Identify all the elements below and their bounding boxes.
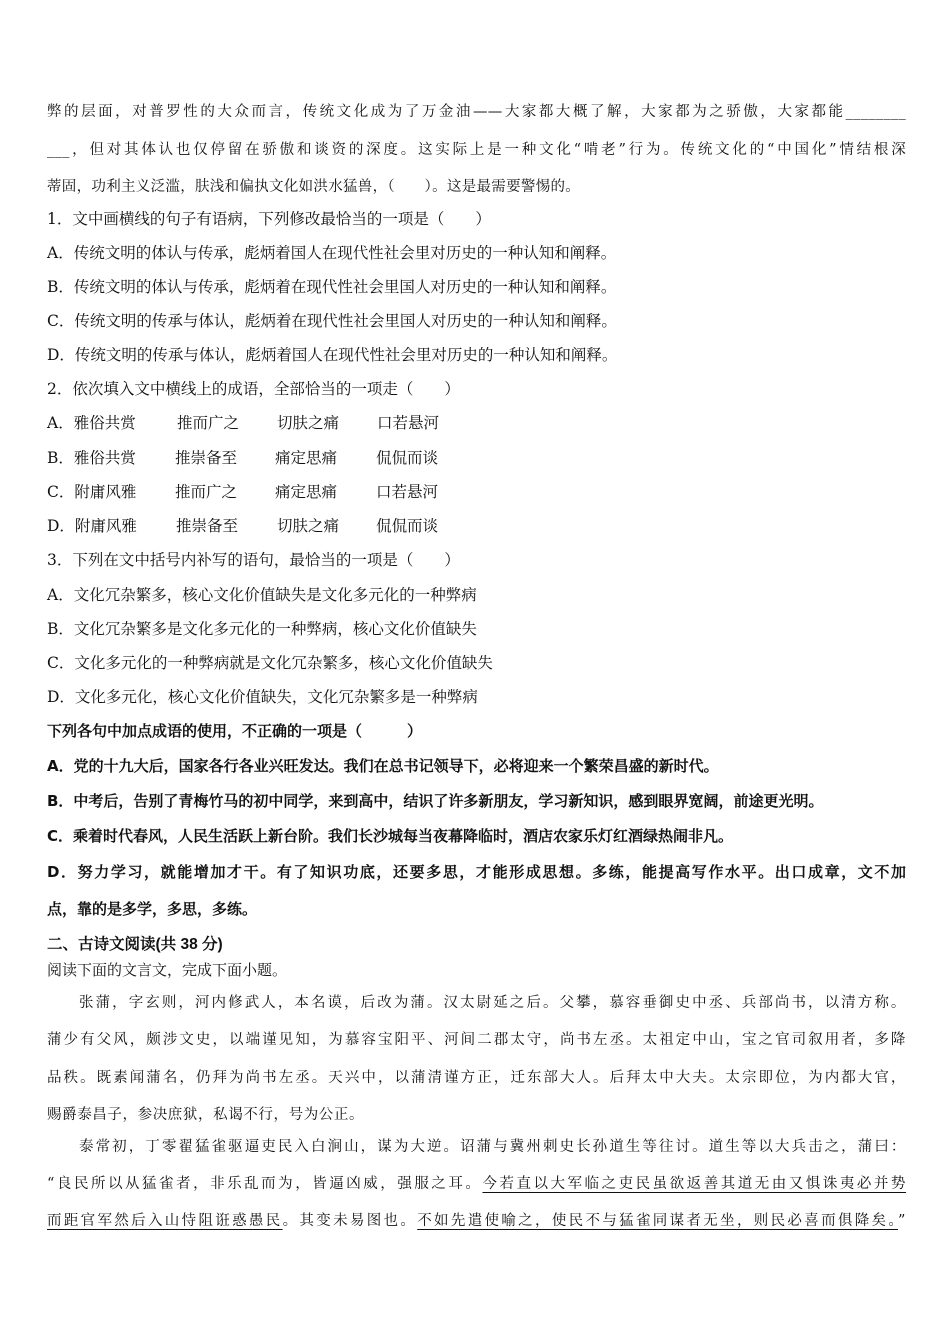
wenyan-p2-line-3-plain: 。其变未易图也。 [282, 1213, 418, 1229]
q1-option-d: D．传统文明的传承与体认，彪炳着国人在现代性社会里对历史的一种认知和阐释。 [47, 346, 618, 364]
q1-option-b: B．传统文明的体认与传承，彪炳着在现代性社会里国人对历史的一种认知和阐释。 [47, 278, 617, 296]
q2-d-idiom-1: D．附庸风雅 [47, 517, 137, 535]
q2-stem: 2．依次填入文中横线上的成语，全部恰当的一项走（ ） [47, 380, 460, 398]
q3-option-c: C．文化多元化的一种弊病就是文化冗杂繁多，核心文化价值缺失 [47, 654, 493, 672]
q2-b-idiom-2: 推崇备至 [175, 449, 238, 467]
wenyan-p1-line-2: 蒲少有父风，颇涉文史，以端谨见知，为慕容宝阳平、河间二郡太守，尚书左丞。太祖定中山，宝之官司叙用者，多降 [47, 1032, 906, 1048]
q1-option-a: A．传统文明的体认与传承，彪炳着国人在现代性社会里对历史的一种认知和阐释。 [47, 244, 617, 262]
q2-option-a [47, 413, 906, 433]
underlined-sentence-a-part-2: 而距官军然后入山恃阻诳惑愚民 [47, 1213, 283, 1229]
q1-option-c: C．传统文明的传承与体认，彪炳着在现代性社会里国人对历史的一种认知和阐释。 [47, 312, 617, 330]
q4-option-d-line-1: D．努力学习，就能增加才干。有了知识功底，还要多思，才能形成思想。多练，能提高写作水平。出口成章，文不加 [47, 863, 906, 881]
section-2-title: 二、古诗文阅读(共 38 分) [47, 936, 223, 953]
wenyan-p2-line-2 [47, 1174, 906, 1194]
q1-stem: 1．文中画横线的句子有语病，下列修改最恰当的一项是（ ） [47, 210, 491, 228]
q2-a-idiom-3: 切肤之痛 [277, 414, 340, 432]
underlined-sentence-a-part-1: 今若直以大军临之吏民虽欲返善其道无由又惧诛夷必并势 [482, 1176, 907, 1192]
q3-stem: 3．下列在文中括号内补写的语句，最恰当的一项是（ ） [47, 551, 460, 569]
q3-option-a: A．文化冗杂繁多，核心文化价值缺失是文化多元化的一种弊病 [47, 586, 477, 604]
q2-c-idiom-2: 推而广之 [175, 483, 238, 501]
q2-d-idiom-4: 侃侃而谈 [376, 517, 439, 535]
q4-stem: 下列各句中加点成语的使用，不正确的一项是（ ） [47, 722, 423, 740]
q4-option-a: A．党的十九大后，国家各行各业兴旺发达。我们在总书记领导下，必将迎来一个繁荣昌盛的新时代。 [47, 757, 719, 775]
section-2-intro: 阅读下面的文言文，完成下面小题。 [47, 961, 288, 979]
q2-option-c [47, 482, 906, 502]
q3-option-b: B．文化冗杂繁多是文化多元化的一种弊病，核心文化价值缺失 [47, 620, 477, 638]
passage-line-3: 蒂固，功利主义泛滥，肤浅和偏执文化如洪水猛兽，（ ）。这是最需要警惕的。 [47, 179, 581, 195]
passage-line-2: ___，但对其体认也仅停留在骄傲和谈资的深度。这实际上是一种文化“啃老”行为。传统文化的“中国化”情结根深 [47, 142, 906, 158]
q2-c-idiom-1: C．附庸风雅 [47, 483, 137, 501]
q2-b-idiom-1: B．雅俗共赏 [47, 449, 136, 467]
q4-option-b: B．中考后，告别了青梅竹马的初中同学，来到高中，结识了许多新朋友，学习新知识，感到眼界宽阔，前途更光明。 [47, 792, 824, 810]
wenyan-p1-line-1: 张蒲，字玄则，河内修武人，本名谟，后改为蒲。汉太尉延之后。父攀，慕容垂御史中丞、兵部尚书，以清方称。 [79, 995, 906, 1011]
q2-option-b [47, 448, 906, 468]
wenyan-p1-line-3: 品秩。既素闻蒲名，仍拜为尚书左丞。天兴中，以蒲清谨方正，迁东部大人。后拜太中大夫。太宗即位，为内都大官， [47, 1070, 906, 1086]
q2-a-idiom-2: 推而广之 [177, 414, 240, 432]
q4-option-c: C．乘着时代春风，人民生活跃上新台阶。我们长沙城每当夜幕降临时，酒店农家乐灯红酒绿热闹非凡。 [47, 827, 734, 845]
q2-a-idiom-1: A．雅俗共赏 [47, 414, 136, 432]
passage-line-1: 弊的层面，对普罗性的大众而言，传统文化成为了万金油——大家都大概了解，大家都为之骄傲，大家都能________ [47, 104, 906, 120]
q2-option-d [47, 516, 906, 536]
closing-quote: ” [897, 1213, 906, 1229]
q2-d-idiom-2: 推崇备至 [176, 517, 239, 535]
wenyan-p1-line-4: 赐爵泰昌子，参决庶狱，私谒不行，号为公正。 [47, 1107, 365, 1123]
q3-option-d: D．文化多元化，核心文化价值缺失，文化冗杂繁多是一种弊病 [47, 688, 478, 706]
q4-option-d-line-2: 点，靠的是多学，多思，多练。 [47, 900, 258, 918]
q2-d-idiom-3: 切肤之痛 [277, 517, 340, 535]
wenyan-p2-line-2-plain: “良民所以从猛雀者，非乐乱而为，皆逼凶威，强服之耳。 [47, 1176, 483, 1192]
q2-b-idiom-3: 痛定思痛 [275, 449, 338, 467]
underlined-sentence-b: 不如先遣使喻之，使民不与猛雀同谋者无坐，则民必喜而俱降矣。 [417, 1213, 898, 1229]
q2-b-idiom-4: 侃侃而谈 [376, 449, 439, 467]
q2-a-idiom-4: 口若悬河 [377, 414, 440, 432]
wenyan-p2-line-3 [47, 1211, 906, 1231]
q2-c-idiom-4: 口若悬河 [376, 483, 439, 501]
wenyan-p2-line-1: 泰常初，丁零翟猛雀驱逼吏民入白涧山，谋为大逆。诏蒲与冀州刺史长孙道生等往讨。道生等以大兵击之，蒲曰： [79, 1139, 906, 1155]
q2-c-idiom-3: 痛定思痛 [275, 483, 338, 501]
